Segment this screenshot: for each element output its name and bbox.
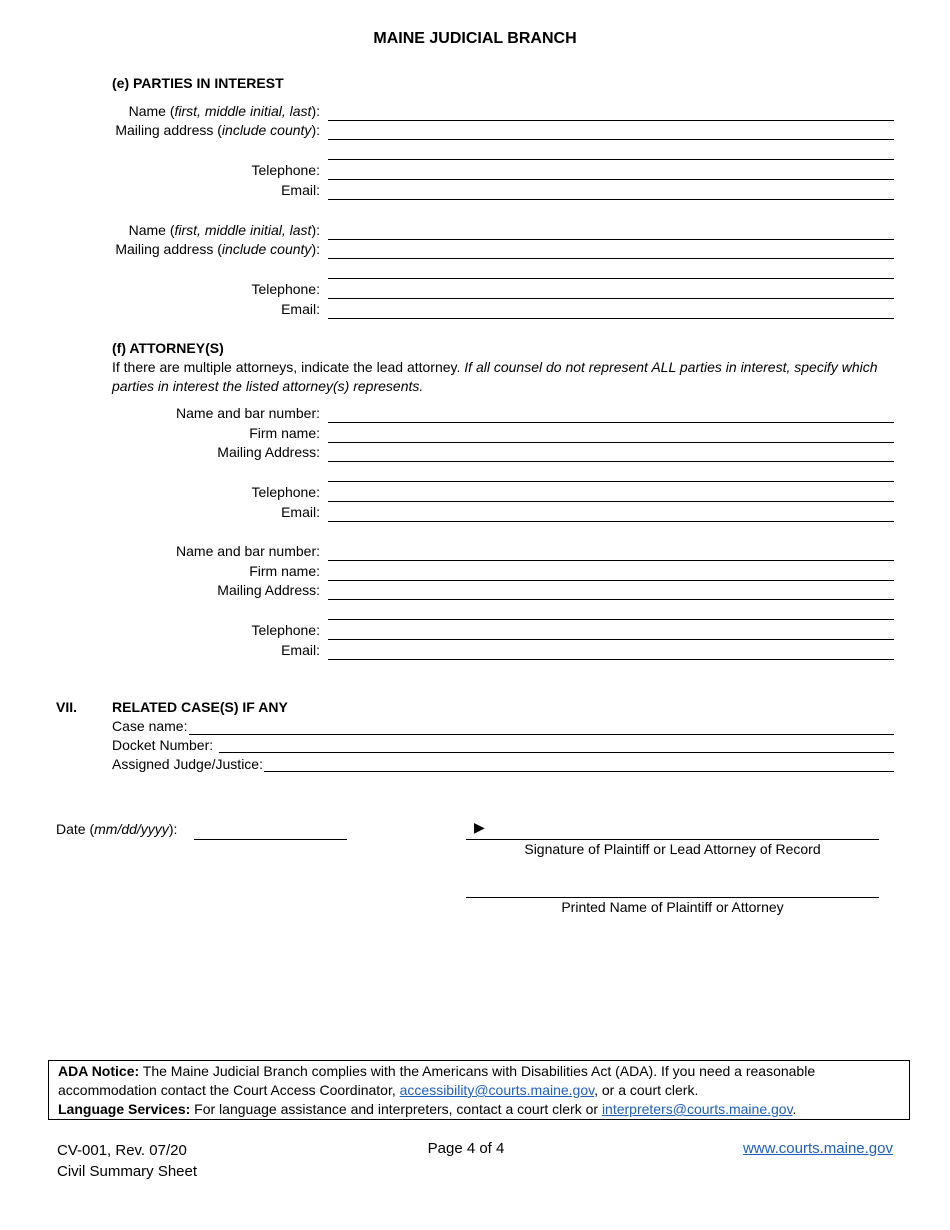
- section-number: VII.: [56, 699, 78, 715]
- attorney-2-mailing-field-2[interactable]: [328, 619, 894, 620]
- docket-number-field[interactable]: [219, 752, 894, 753]
- assigned-judge-field[interactable]: [264, 771, 894, 772]
- party-1-email-field[interactable]: [328, 199, 894, 200]
- page-number: Page 4 of 4: [427, 1140, 505, 1157]
- attorney-2-mailing-label: Mailing Address:: [217, 582, 320, 598]
- docket-number-label: Docket Number:: [112, 737, 214, 753]
- language-services: Language Services: For language assistance and interpreters, contact a court clerk or interpreters@courts.maine.gov.: [58, 1101, 797, 1117]
- attorney-2-telephone-field[interactable]: [328, 639, 894, 640]
- party-1-name-label: Name (first, middle initial, last):: [128, 103, 320, 119]
- parties-heading: (e) PARTIES IN INTEREST: [112, 75, 284, 91]
- related-cases-heading: RELATED CASE(S) IF ANY: [112, 699, 288, 715]
- date-field[interactable]: [194, 839, 347, 840]
- form-name: Civil Summary Sheet: [57, 1163, 198, 1180]
- attorney-2-name-field[interactable]: [328, 560, 894, 561]
- signature-field[interactable]: [466, 839, 879, 840]
- attorney-1-email-field[interactable]: [328, 521, 894, 522]
- party-2-email-label: Email:: [281, 301, 320, 317]
- ada-notice-box: [48, 1060, 910, 1120]
- attorney-1-firm-label: Firm name:: [249, 425, 320, 441]
- party-2-telephone-field[interactable]: [328, 298, 894, 299]
- party-1-address-label: Mailing address (include county):: [115, 122, 320, 138]
- printed-name-field[interactable]: [466, 897, 879, 898]
- signature-caption: Signature of Plaintiff or Lead Attorney of Record: [524, 841, 821, 857]
- signature-arrow-icon: ▶: [474, 819, 485, 835]
- attorneys-instruction: If there are multiple attorneys, indicate the lead attorney. If all counsel do not represent ALL parties in interest, specify which parties in interest the listed attorney(s) represents.: [112, 359, 878, 394]
- attorney-1-email-label: Email:: [281, 504, 320, 520]
- date-label: Date (mm/dd/yyyy):: [56, 821, 178, 837]
- party-1-address-field-2[interactable]: [328, 159, 894, 160]
- party-1-name-field[interactable]: [328, 120, 894, 121]
- case-name-field[interactable]: [189, 734, 894, 735]
- attorney-1-mailing-label: Mailing Address:: [217, 444, 320, 460]
- party-2-address-field-1[interactable]: [328, 258, 894, 259]
- interpreters-email-link[interactable]: interpreters@courts.maine.gov: [601, 1101, 793, 1117]
- attorney-2-firm-label: Firm name:: [249, 563, 320, 579]
- attorney-2-name-label: Name and bar number:: [176, 543, 320, 559]
- attorney-1-telephone-label: Telephone:: [251, 484, 320, 500]
- form-id: CV-001, Rev. 07/20: [57, 1142, 187, 1159]
- attorney-1-name-label: Name and bar number:: [176, 405, 320, 421]
- attorney-2-firm-field[interactable]: [328, 580, 894, 581]
- website-link[interactable]: www.courts.maine.gov: [742, 1140, 893, 1157]
- printed-name-caption: Printed Name of Plaintiff or Attorney: [561, 899, 784, 915]
- attorney-1-name-field[interactable]: [328, 422, 894, 423]
- page-title: MAINE JUDICIAL BRANCH: [373, 30, 577, 47]
- attorney-1-firm-field[interactable]: [328, 442, 894, 443]
- attorney-1-mailing-field-1[interactable]: [328, 461, 894, 462]
- attorney-2-email-field[interactable]: [328, 659, 894, 660]
- party-2-telephone-label: Telephone:: [251, 281, 320, 297]
- case-name-label: Case name:: [112, 718, 188, 734]
- party-2-address-field-2[interactable]: [328, 278, 894, 279]
- party-1-telephone-field[interactable]: [328, 179, 894, 180]
- party-1-telephone-label: Telephone:: [251, 162, 320, 178]
- party-1-address-field-1[interactable]: [328, 139, 894, 140]
- party-2-name-field[interactable]: [328, 239, 894, 240]
- attorney-1-telephone-field[interactable]: [328, 501, 894, 502]
- attorney-2-telephone-label: Telephone:: [251, 622, 320, 638]
- party-2-name-label: Name (first, middle initial, last):: [128, 222, 320, 238]
- party-2-email-field[interactable]: [328, 318, 894, 319]
- attorney-1-mailing-field-2[interactable]: [328, 481, 894, 482]
- ada-notice: ADA Notice: The Maine Judicial Branch complies with the Americans with Disabilities Act (ADA). If you need a reasonable accommodation contact the Court Access Coordinator, accessibility@courts.maine.gov, or a court clerk.: [58, 1063, 816, 1098]
- website-link-wrap: [743, 1140, 893, 1157]
- attorney-2-mailing-field-1[interactable]: [328, 599, 894, 600]
- accessibility-email-link[interactable]: accessibility@courts.maine.gov: [399, 1082, 595, 1098]
- attorneys-heading: (f) ATTORNEY(S): [112, 340, 224, 356]
- assigned-judge-label: Assigned Judge/Justice:: [112, 756, 263, 772]
- party-1-email-label: Email:: [281, 182, 320, 198]
- attorney-2-email-label: Email:: [281, 642, 320, 658]
- party-2-address-label: Mailing address (include county):: [115, 241, 320, 257]
